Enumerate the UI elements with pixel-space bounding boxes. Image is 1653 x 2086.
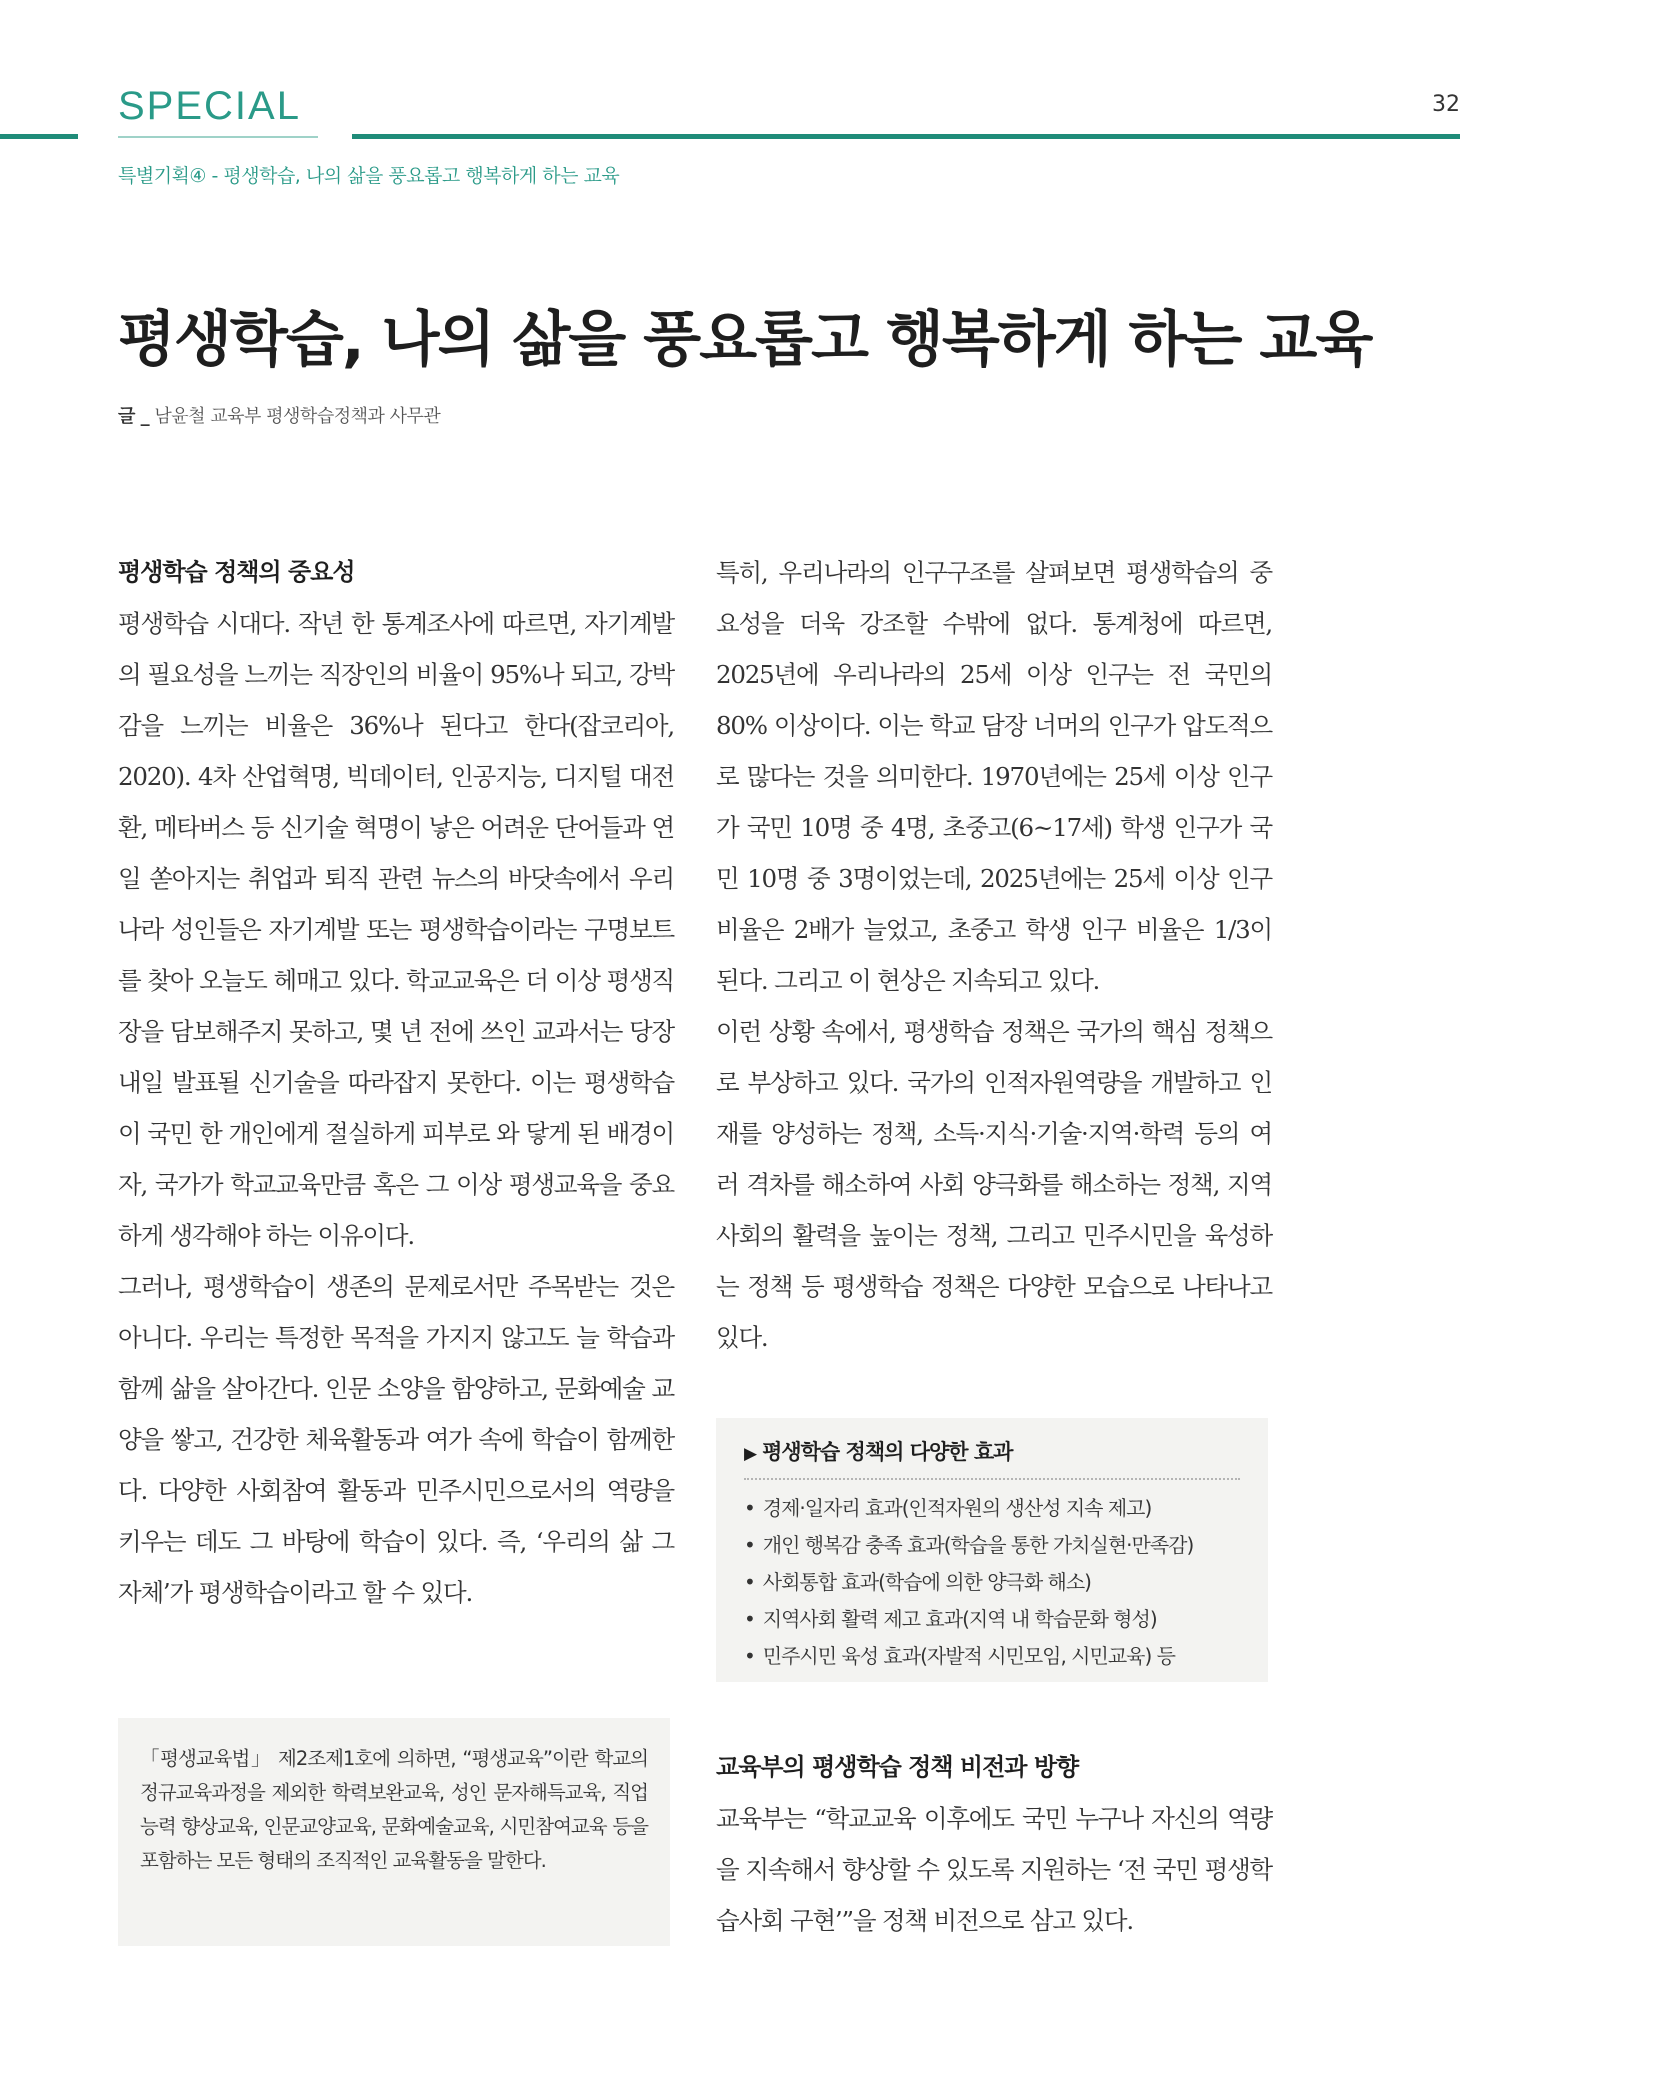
body-paragraph: 특히, 우리나라의 인구구조를 살펴보면 평생학습의 중요성을 더욱 강조할 수밖에 없다. 통계청에 따르면, 2025년에 우리나라의 25세 이상 인구는 전 국민의 80% 이상이다. 이는 학교 담장 너머의 인구가 압도적으로 많다는 것을 의미한다. 1970년에는 25세 이상 인구가 국민 10명 중 4명, 초중고(6~17세) 학생 인구가 국민 10명 중 3명이었는데, 2025년에는 25세 이상 인구 비율은 2배가 늘었고, 초중고 학생 인구 비율은 1/3이 된다. 그리고 이 현상은 지속되고 있다.	[716, 558, 1272, 995]
body-paragraph: 그러나, 평생학습이 생존의 문제로서만 주목받는 것은 아니다. 우리는 특정한 목적을 가지지 않고도 늘 학습과 함께 삶을 살아간다. 인문 소양을 함양하고, 문화예술 교양을 쌓고, 건강한 체육활동과 여가 속에 학습이 함께한다. 다양한 사회참여 활동과 민주시민으로서의 역량을 키우는 데도 그 바탕에 학습이 있다. 즉, ‘우리의 삶 그 자체’가 평생학습이라고 할 수 있다.	[118, 1272, 674, 1607]
definition-note-box: 「평생교육법」 제2조제1호에 의하면, “평생교육”이란 학교의 정규교육과정을 제외한 학력보완교육, 성인 문자해득교육, 직업능력 향상교육, 인문교양교육, 문화예술교육, 시민참여교육 등을 포함하는 모든 형태의 조직적인 교육활동을 말한다.	[118, 1718, 670, 1946]
effects-title-text: 평생학습 정책의 다양한 효과	[762, 1440, 1013, 1464]
section-label: SPECIAL	[118, 84, 301, 128]
series-subtitle: 특별기획④ - 평생학습, 나의 삶을 풍요롭고 행복하게 하는 교육	[118, 165, 620, 187]
list-item: • 민주시민 육성 효과(자발적 시민모임, 시민교육) 등	[744, 1638, 1240, 1675]
page-number: 32	[1432, 92, 1460, 117]
list-item: • 개인 행복감 충족 효과(학습을 통한 가치실현·만족감)	[744, 1527, 1240, 1564]
effects-box	[716, 1418, 1268, 1682]
list-item: • 사회통합 효과(학습에 의한 양극화 해소)	[744, 1564, 1240, 1601]
article-title: 평생학습, 나의 삶을 풍요롭고 행복하게 하는 교육	[118, 305, 1372, 375]
header-rule-under-label	[118, 136, 318, 138]
list-item: • 지역사회 활력 제고 효과(지역 내 학습문화 형성)	[744, 1601, 1240, 1638]
header-rule-left	[0, 134, 78, 139]
body-paragraph: 평생학습 시대다. 작년 한 통계조사에 따르면, 자기계발의 필요성을 느끼는 직장인의 비율이 95%나 되고, 강박감을 느끼는 비율은 36%나 된다고 한다(잡코리아, 2020). 4차 산업혁명, 빅데이터, 인공지능, 디지털 대전환, 메타버스 등 신기술 혁명이 낳은 어려운 단어들과 연일 쏟아지는 취업과 퇴직 관련 뉴스의 바닷속에서 우리나라 성인들은 자기계발 또는 평생학습이라는 구명보트를 찾아 오늘도 헤매고 있다. 학교교육은 더 이상 평생직장을 담보해주지 못하고, 몇 년 전에 쓰인 교과서는 당장 내일 발표될 신기술을 따라잡지 못한다. 이는 평생학습이 국민 한 개인에게 절실하게 피부로 와 닿게 된 배경이자, 국가가 학교교육만큼 혹은 그 이상 평생교육을 중요하게 생각해야 하는 이유이다.	[118, 609, 674, 1250]
effects-list	[744, 1490, 1240, 1675]
byline	[118, 402, 440, 428]
left-column	[118, 547, 674, 1618]
header-rule-right	[352, 134, 1460, 139]
vision-section	[716, 1742, 1272, 1946]
right-column	[716, 547, 1272, 1363]
effects-box-title	[744, 1432, 1240, 1480]
body-paragraph: 교육부는 “학교교육 이후에도 국민 누구나 자신의 역량을 지속해서 향상할 수 있도록 지원하는 ‘전 국민 평생학습사회 구현’”을 정책 비전으로 삼고 있다.	[716, 1804, 1272, 1935]
body-paragraph: 이런 상황 속에서, 평생학습 정책은 국가의 핵심 정책으로 부상하고 있다. 국가의 인적자원역량을 개발하고 인재를 양성하는 정책, 소득·지식·기술·지역·학력 등의 여러 격차를 해소하여 사회 양극화를 해소하는 정책, 지역사회의 활력을 높이는 정책, 그리고 민주시민을 육성하는 정책 등 평생학습 정책은 다양한 모습으로 나타나고 있다.	[716, 1017, 1272, 1352]
triangle-marker-icon: ▶	[744, 1444, 757, 1464]
section-heading-vision: 교육부의 평생학습 정책 비전과 방향	[716, 1753, 1079, 1781]
list-item: • 경제·일자리 효과(인적자원의 생산성 지속 제고)	[744, 1490, 1240, 1527]
section-heading-importance: 평생학습 정책의 중요성	[118, 558, 355, 586]
byline-prefix: 글 _	[118, 406, 150, 427]
byline-author: 남윤철 교육부 평생학습정책과 사무관	[154, 406, 441, 427]
